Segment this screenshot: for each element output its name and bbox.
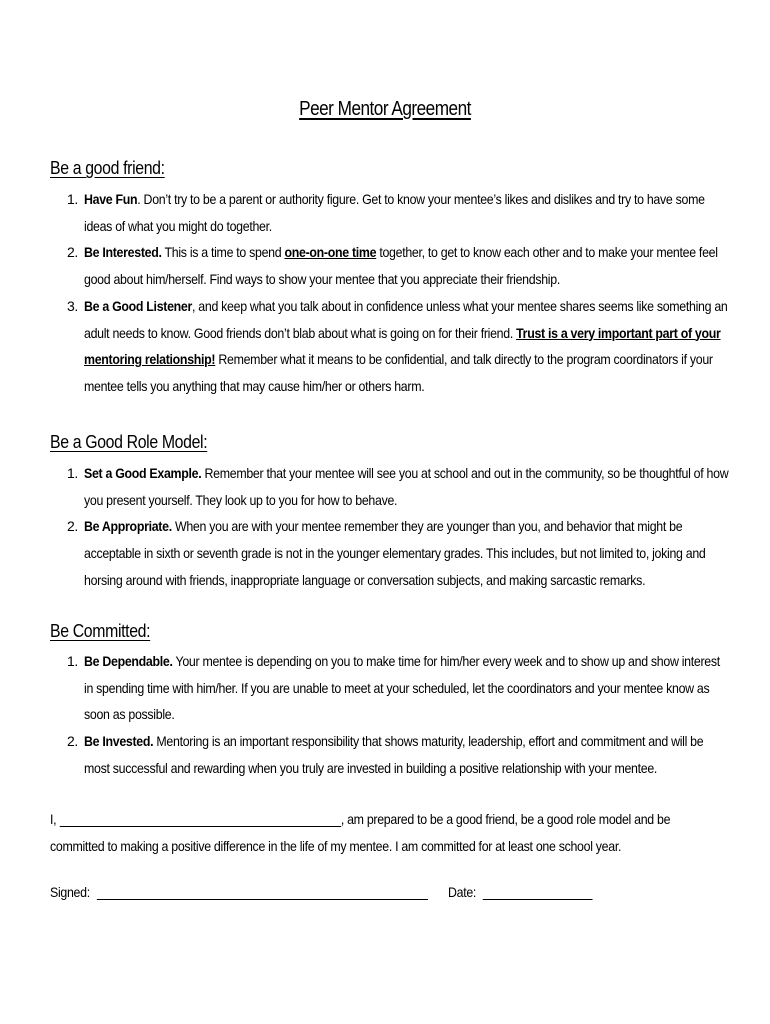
signed-label: Signed: [50, 884, 90, 900]
list-number: 2. [67, 244, 78, 261]
name-blank-field[interactable] [59, 812, 340, 827]
item-emphasis: one-on-one time [284, 244, 377, 261]
section-heading-good-friend: Be a good friend: [50, 158, 165, 178]
list-number: 2. [67, 518, 78, 535]
section-heading-role-model: Be a Good Role Model: [50, 432, 208, 452]
item-text: Remember what it means to be confidential, and talk directly to the program coordinators if your mentee tells you anything that may cause him/her or others harm. [84, 351, 713, 394]
signature-row [50, 884, 723, 900]
item-text: together, to get to know each other and to make your mentee feel good about him/herself. Find ways to show your mentee that you appreciate their friendship. [84, 244, 718, 288]
pledge-prefix: I, [50, 811, 60, 827]
item-title: Set a Good Example. [84, 465, 202, 481]
list-item [50, 728, 730, 781]
item-text: , and keep what you talk about in confidence unless what your mentee shares seems like something an adult needs to know. Good friends don’t blab about what is going on for their friend. [84, 297, 728, 341]
item-title: Be Invested. [84, 733, 154, 750]
list-number: 1. [67, 653, 78, 669]
list-item [50, 648, 730, 728]
item-text: When you are with your mentee remember they are younger than you, and behavior that might be acceptable in sixth or seventh grade is not in the younger elementary grades. This includes, but not limited to, joking and horsing around with friends, inappropriate language or conversation subjects, and making sarcastic remarks. [84, 518, 706, 588]
list-number: 1. [67, 191, 78, 207]
pledge-statement [50, 806, 723, 860]
section-heading-committed: Be Committed: [50, 621, 151, 641]
list-number: 2. [67, 733, 78, 750]
item-title: Be Interested. [84, 244, 162, 261]
item-text: Your mentee is depending on you to make time for him/her every week and to show up and show interest in spending time with him/her. If you are unable to meet at your scheduled, let the coordinators and your mentee know as soon as possible. [84, 653, 720, 723]
page-title: Peer Mentor Agreement [299, 98, 471, 120]
committed-list [50, 648, 730, 782]
item-title: Be Appropriate. [84, 518, 172, 535]
item-title: Have Fun [84, 191, 138, 207]
item-title: Be a Good Listener [84, 297, 193, 314]
item-emphasis: Trust is a very important part of your mentoring relationship! [84, 324, 721, 368]
list-number: 3. [67, 297, 78, 314]
date-blank-field[interactable] [483, 885, 593, 900]
list-number: 1. [67, 465, 78, 481]
list-item [50, 513, 730, 593]
item-title: Be Dependable. [84, 653, 173, 669]
list-item [50, 239, 730, 292]
list-item [50, 293, 730, 400]
pledge-suffix: , am prepared to be a good friend, be a good role model and be committed to making a positive difference in the life of my mentee. I am committed for at least one school year. [50, 811, 671, 854]
role-model-list [50, 460, 730, 594]
item-text: This is a time to spend [161, 244, 285, 261]
good-friend-list [50, 186, 730, 400]
item-text: Mentoring is an important responsibility that shows maturity, leadership, effort and commitment and will be most successful and rewarding when you truly are invested in building a positive relationship with your mentee. [84, 733, 704, 776]
item-text: Remember that your mentee will see you at school and out in the community, so be thoughtful of how you present yourself. They look up to you for how to behave. [84, 465, 729, 508]
signature-blank-field[interactable] [97, 885, 428, 900]
list-item [50, 460, 730, 513]
item-text: . Don’t try to be a parent or authority figure. Get to know your mentee’s likes and dislikes and try to have some ideas of what you might do together. [84, 191, 705, 234]
date-label: Date: [447, 884, 477, 900]
list-item [50, 186, 730, 239]
